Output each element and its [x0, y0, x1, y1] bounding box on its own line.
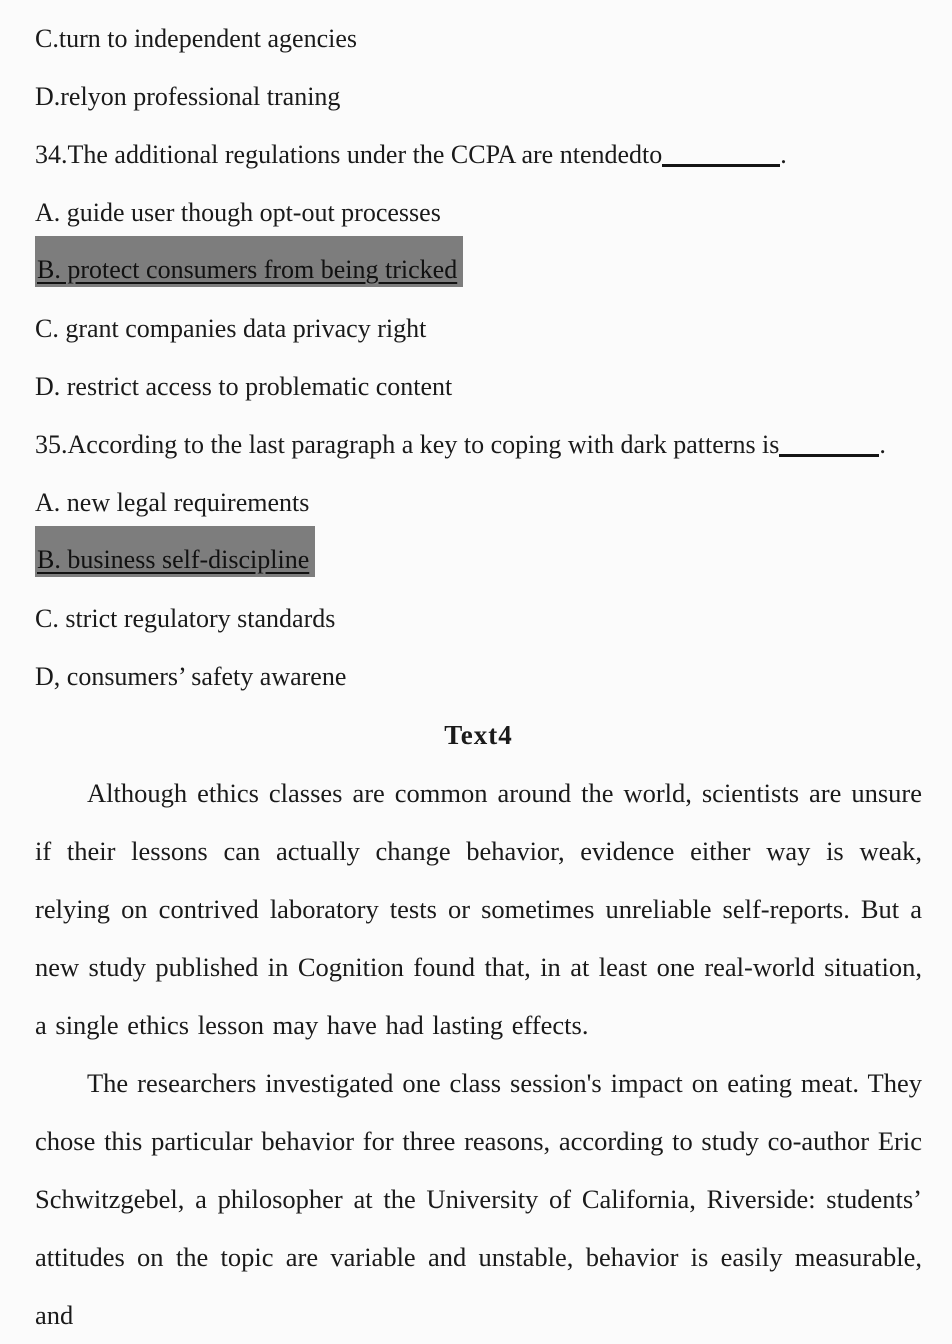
option-35-b-label-highlighted: B. business self-discipline	[35, 526, 315, 577]
option-35-a-label: A. new legal requirements	[35, 488, 310, 517]
option-33-c-label: C.turn to independent agencies	[35, 24, 358, 53]
text4-heading	[35, 706, 922, 764]
option-33-c	[35, 10, 922, 68]
question-35-period: .	[879, 430, 886, 459]
option-34-b	[35, 242, 922, 300]
question-34-blank	[662, 144, 780, 167]
text4-heading-label: Text4	[444, 719, 513, 750]
option-34-c-label: C. grant companies data privacy right	[35, 314, 427, 343]
option-34-d	[35, 358, 922, 416]
option-34-b-label-highlighted: B. protect consumers from being tricked	[35, 236, 463, 287]
option-34-d-label: D. restrict access to problematic content	[35, 372, 453, 401]
option-35-d-label: D, consumers’ safety awarene	[35, 662, 347, 691]
question-35-stem-text: 35.According to the last paragraph a key to coping with dark patterns is	[35, 430, 780, 459]
option-33-d-label: D.relyon professional traning	[35, 82, 341, 111]
question-34-stem	[35, 126, 922, 184]
option-34-c	[35, 300, 922, 358]
question-34-period: .	[780, 140, 787, 169]
option-34-a	[35, 184, 922, 242]
question-35-stem	[35, 416, 922, 474]
option-35-c-label: C. strict regulatory standards	[35, 604, 336, 633]
text4-paragraph-2: The researchers investigated one class session's impact on eating meat. They chose this particular behavior for three reasons, according to study co-author Eric Schwitzgebel, a philosopher at the University of California, Riverside: students’ attitudes on the topic are variable and unstable, behavior is easily measurable, and	[35, 1068, 922, 1330]
option-35-d	[35, 648, 922, 706]
option-34-a-label: A. guide user though opt-out processes	[35, 198, 441, 227]
option-35-a	[35, 474, 922, 532]
option-35-c	[35, 590, 922, 648]
question-34-stem-text: 34.The additional regulations under the CCPA are ntendedto	[35, 140, 663, 169]
option-35-b	[35, 532, 922, 590]
option-33-d	[35, 68, 922, 126]
text4-paragraph-1: Although ethics classes are common around the world, scientists are unsure if their lessons can actually change behavior, evidence either way is weak, relying on contrived laboratory tests or sometimes unreliable self-reports. But a new study published in Cognition found that, in at least one real-world situation, a single ethics lesson may have had lasting effects.	[35, 778, 922, 1040]
question-35-blank	[779, 434, 879, 457]
